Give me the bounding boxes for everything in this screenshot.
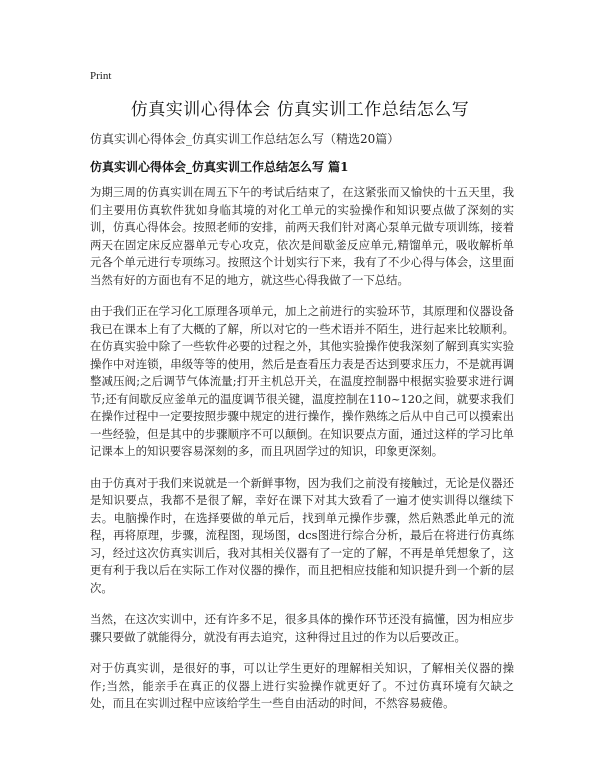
paragraph: 对于仿真实训，是很好的事，可以让学生更好的理解相关知识，了解相关仪器的操作;当然，能亲手在真正的仪器上进行实验操作就更好了。不过仿真环境有欠缺之处，而且在实训过程中应该给学生一些自由活动的时间，不然容易疲倦。 [90,661,514,710]
paragraph: 当然，在这次实训中，还有许多不足，很多具体的操作环节还没有搞懂，因为相应步骤只要做了就能得分，就没有再去追究，这种得过且过的作为以后要改正。 [90,612,514,644]
paragraph: 由于仿真对于我们来说就是一个新鲜事物，因为我们之前没有接触过，无论是仪器还是知识要点，我都不是很了解，幸好在课下对其大致看了一遍才使实训得以继续下去。电脑操作时，在选择要做的单元后，找到单元操作步骤，然后熟悉此单元的流程，再将原理，步骤，流程图，现场图，dcs图进行综合分析，最后在将进行仿真练习，经过这次仿真实训后，我对其相关仪器有了一定的了解，不再是单凭想象了，这更有利于我以后在实际工作对仪器的操作，而且把相应技能和知识提升到一个新的层次。 [90,475,514,595]
page-title: 仿真实训心得体会 仿真实训工作总结怎么写 [130,100,470,120]
document-subtitle: 仿真实训心得体会_仿真实训工作总结怎么写（精选20篇） [90,132,400,146]
paragraph: 由于我们正在学习化工原理各项单元，加上之前进行的实验环节，其原理和仪器设备我已在课本上有了大概的了解，所以对它的一些术语并不陌生，进行起来比较顺利。在仿真实验中除了一些软件必要的过程之外，其他实验操作使我深刻了解到真实实验操作中对连锁，串级等等的使用，然后是查看压力表是否达到要求压力，不是就再调整减压阀;之后调节气体流量;打开主机总开关，在温度控制器中根据实验要求进行调节;还有间歇反应釜单元的温度调节很关键，温度控制在110~120之间，就要求我们在操作过程中一定要按照步骤中规定的进行操作，操作熟练之后从中自己可以摸索出一些经验，但是其中的步骤顺序不可以颠倒。在知识要点方面，通过这样的学习比单记课本上的知识要容易深刻的多，而且巩固学过的知识，印象更深刻。 [90,304,514,458]
section-heading: 仿真实训心得体会_仿真实训工作总结怎么写 篇1 [90,160,349,174]
paragraph: 为期三周的仿真实训在周五下午的考试后结束了，在这紧张而又愉快的十五天里，我们主要用仿真软件犹如身临其境的对化工单元的实验操作和知识要点做了深刻的实训，仿真心得体会。按照老师的安排，前两天我们针对离心泵单元做专项训练，接着两天在固定床反应器单元专心攻克，依次是间歇釜反应单元,精馏单元，吸收解析单元各个单元进行专项练习。按照这个计划实行下来，我有了不少心得与体会，这里面当然有好的方面也有不足的地方，就这些心得我做了一下总结。 [90,185,514,287]
print-link[interactable]: Print [90,70,112,82]
article-body [90,184,514,727]
